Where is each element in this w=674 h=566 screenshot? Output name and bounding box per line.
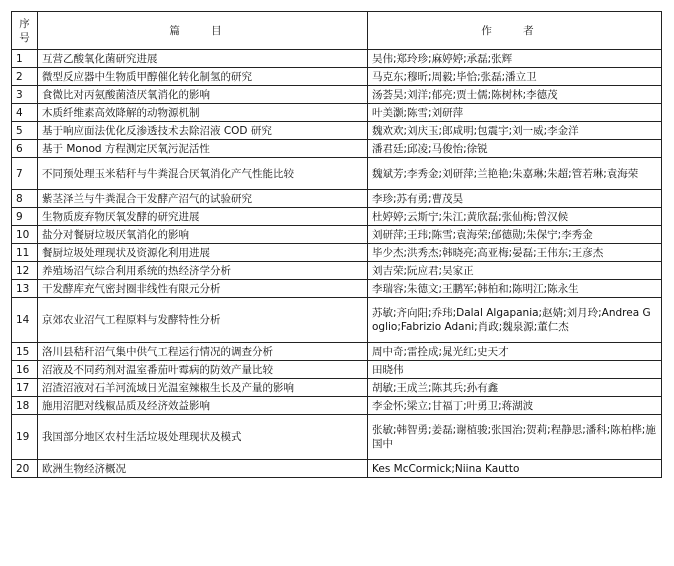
row-author: 田晓伟 <box>368 361 662 379</box>
table-row <box>12 208 662 226</box>
table-row <box>12 379 662 397</box>
row-author: Kes McCormick;Niina Kautto <box>368 460 662 478</box>
row-title: 沼液及不同药剂对温室番茄叶霉病的防效产量比较 <box>38 361 368 379</box>
row-author: 胡敏;王成兰;陈其兵;孙有鑫 <box>368 379 662 397</box>
row-author: 吴伟;郑玲珍;麻婷婷;承磊;张辉 <box>368 50 662 68</box>
row-title: 食微比对丙氨酸菌渣厌氧消化的影响 <box>38 86 368 104</box>
table-row <box>12 298 662 343</box>
row-title: 微型反应器中生物质甲醇催化转化制氢的研究 <box>38 68 368 86</box>
table-row <box>12 104 662 122</box>
table-row <box>12 415 662 460</box>
row-number: 13 <box>12 280 38 298</box>
row-number: 9 <box>12 208 38 226</box>
row-number: 8 <box>12 190 38 208</box>
table-row <box>12 262 662 280</box>
row-title: 洛川县秸秆沼气集中供气工程运行情况的调查分析 <box>38 343 368 361</box>
row-number: 2 <box>12 68 38 86</box>
row-title: 生物质废弃物厌氧发酵的研究进展 <box>38 208 368 226</box>
table-row <box>12 68 662 86</box>
row-author: 李瑞容;朱德文;王鹏军;韩柏和;陈明江;陈永生 <box>368 280 662 298</box>
row-number: 15 <box>12 343 38 361</box>
table-row <box>12 226 662 244</box>
row-author: 杜婷婷;云斯宁;朱江;黄欣磊;张仙梅;曾汉候 <box>368 208 662 226</box>
row-number: 12 <box>12 262 38 280</box>
row-number: 17 <box>12 379 38 397</box>
row-number: 19 <box>12 415 38 460</box>
row-number: 4 <box>12 104 38 122</box>
row-number: 14 <box>12 298 38 343</box>
row-author: 毕少杰;洪秀杰;韩晓亮;高亚梅;晏磊;王伟东;王彦杰 <box>368 244 662 262</box>
contents-table <box>11 11 662 478</box>
row-title: 紫茎泽兰与牛粪混合干发酵产沼气的试验研究 <box>38 190 368 208</box>
table-row <box>12 158 662 190</box>
header-row <box>12 12 662 50</box>
row-title: 欧洲生物经济概况 <box>38 460 368 478</box>
row-author: 叶美灏;陈雪;刘研萍 <box>368 104 662 122</box>
row-title: 基于 Monod 方程测定厌氧污泥活性 <box>38 140 368 158</box>
row-title: 木质纤维素高效降解的动物源机制 <box>38 104 368 122</box>
row-author: 刘吉荣;阮应君;吴家正 <box>368 262 662 280</box>
row-title: 干发酵库充气密封圈非线性有限元分析 <box>38 280 368 298</box>
row-author: 李珍;苏有勇;曹茂昊 <box>368 190 662 208</box>
row-author: 魏欢欢;刘庆玉;郎咸明;包震宇;刘一威;李金洋 <box>368 122 662 140</box>
row-title: 京郊农业沼气工程原料与发酵特性分析 <box>38 298 368 343</box>
row-title: 施用沼肥对线椒品质及经济效益影响 <box>38 397 368 415</box>
table-row <box>12 280 662 298</box>
row-author: 周中奇;雷拴成;晁光红;史天才 <box>368 343 662 361</box>
row-number: 7 <box>12 158 38 190</box>
table-row <box>12 397 662 415</box>
row-title: 基于响应面法优化反渗透技术去除沼液 COD 研究 <box>38 122 368 140</box>
row-number: 1 <box>12 50 38 68</box>
row-number: 18 <box>12 397 38 415</box>
row-number: 10 <box>12 226 38 244</box>
header-author: 作 者 <box>368 12 662 50</box>
row-number: 11 <box>12 244 38 262</box>
row-title: 互营乙酸氧化菌研究进展 <box>38 50 368 68</box>
table-row <box>12 361 662 379</box>
row-title: 不同预处理玉米秸秆与牛粪混合厌氧消化产气性能比较 <box>38 158 368 190</box>
table-row <box>12 190 662 208</box>
row-number: 3 <box>12 86 38 104</box>
row-title: 餐厨垃圾处理现状及资源化利用进展 <box>38 244 368 262</box>
row-title: 养殖场沼气综合利用系统的热经济学分析 <box>38 262 368 280</box>
header-number-text: 序 号 <box>19 17 30 44</box>
table-row <box>12 122 662 140</box>
table-row <box>12 343 662 361</box>
row-number: 6 <box>12 140 38 158</box>
row-title: 盐分对餐厨垃圾厌氧消化的影响 <box>38 226 368 244</box>
header-number <box>12 12 38 50</box>
table-row <box>12 460 662 478</box>
table-row <box>12 140 662 158</box>
row-author: 刘研萍;王玮;陈雪;袁海荣;邰德勋;朱保宁;李秀金 <box>368 226 662 244</box>
header-title: 篇 目 <box>38 12 368 50</box>
row-author: 潘君廷;邱凌;马俊怡;徐锐 <box>368 140 662 158</box>
row-author: 魏斌芳;李秀金;刘研萍;兰艳艳;朱嘉琳;朱超;管若琳;袁海荣 <box>368 158 662 190</box>
row-number: 16 <box>12 361 38 379</box>
row-title: 我国部分地区农村生活垃圾处理现状及模式 <box>38 415 368 460</box>
row-author: 李金怀;梁立;甘福丁;叶勇卫;蒋湖波 <box>368 397 662 415</box>
row-title: 沼渣沼液对石羊河流域日光温室辣椒生长及产量的影响 <box>38 379 368 397</box>
row-author: 张敏;韩智勇;姜磊;谢植骏;张国治;贺莉;程静思;潘科;陈柏桦;施国中 <box>368 415 662 460</box>
row-author: 马克东;穆昕;周毅;毕恰;张磊;潘立卫 <box>368 68 662 86</box>
table-row <box>12 50 662 68</box>
row-author: 苏敏;齐向阳;乔玮;Dalal Algapania;赵婧;刘月玲;Andrea Goglio;Fabrizio Adani;肖政;魏泉源;董仁杰 <box>368 298 662 343</box>
row-author: 汤荟昊;刘洋;郁亮;贾士儒;陈树林;李德茂 <box>368 86 662 104</box>
row-number: 5 <box>12 122 38 140</box>
row-number: 20 <box>12 460 38 478</box>
table-row <box>12 244 662 262</box>
table-row <box>12 86 662 104</box>
